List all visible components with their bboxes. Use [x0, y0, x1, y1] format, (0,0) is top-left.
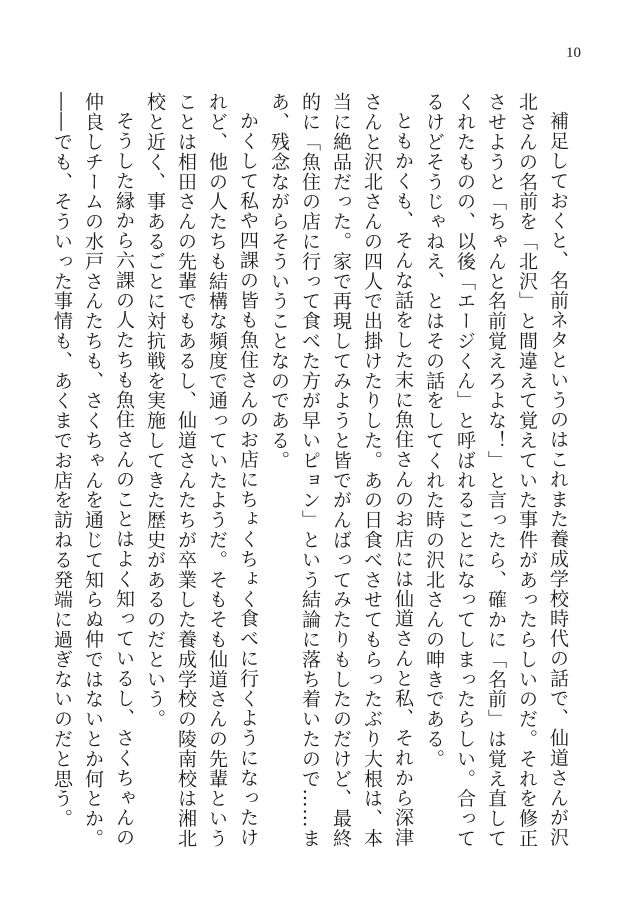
paragraph-4: そうした縁から六課の人たちも魚住さんのことはよく知っているし、さくちゃんの仲良しチームの水戸さんたちも、さくちゃんを通じて知らぬ仲ではないとか何とか。 — [82, 92, 135, 849]
body-text — [43, 92, 573, 852]
paragraph-3: かくして私や四課の皆も魚住さんのお店にちょくちょく食べに行くようになったけれど、他の人たちも結構な頻度で通っていたようだ。そもそも仙道さんの先輩ということは相田さんの先輩でもあるし、仙道さんたちが卒業した養成学校の陵南校は湘北校と近く、事あるごとに対抗戦を実施してきた歴史があるのだという。 — [144, 92, 259, 849]
paragraph-5: ――でも、そういった事情も、あくまでお店を訪ねる発端に過ぎないのだと思う。 — [51, 92, 73, 829]
page-number: 10 — [566, 45, 581, 61]
paragraph-1: 補足しておくと、名前ネタというのはこれまた養成学校時代の話で、仙道さんが沢北さんの名前を「北沢」と間違えて覚えていた事件があったらしいのだ。それを修正させようと「ちゃんと名前覚えろよな！」と言ったら、確かに「名前」は覚え直してくれたものの、以後「エージくん」と呼ばれることになってしまったらしい。合ってるけどそうじゃねえ、とはその話をしてくれた時の沢北さんの呻きである。 — [423, 92, 569, 849]
paragraph-2: ともかくも、そんな話をした末に魚住さんのお店には仙道さんと私、それから深津さんと沢北さんの四人で出掛けたりした。あの日食べさせてもらったぶり大根は、本当に絶品だった。家で再現してみようと皆でがんばってみたりもしたのだけど、最終的に「魚住の店に行って食べた方が早いピョン」という結論に落ち着いたので……まあ、残念ながらそういうことなのである。 — [268, 92, 414, 849]
